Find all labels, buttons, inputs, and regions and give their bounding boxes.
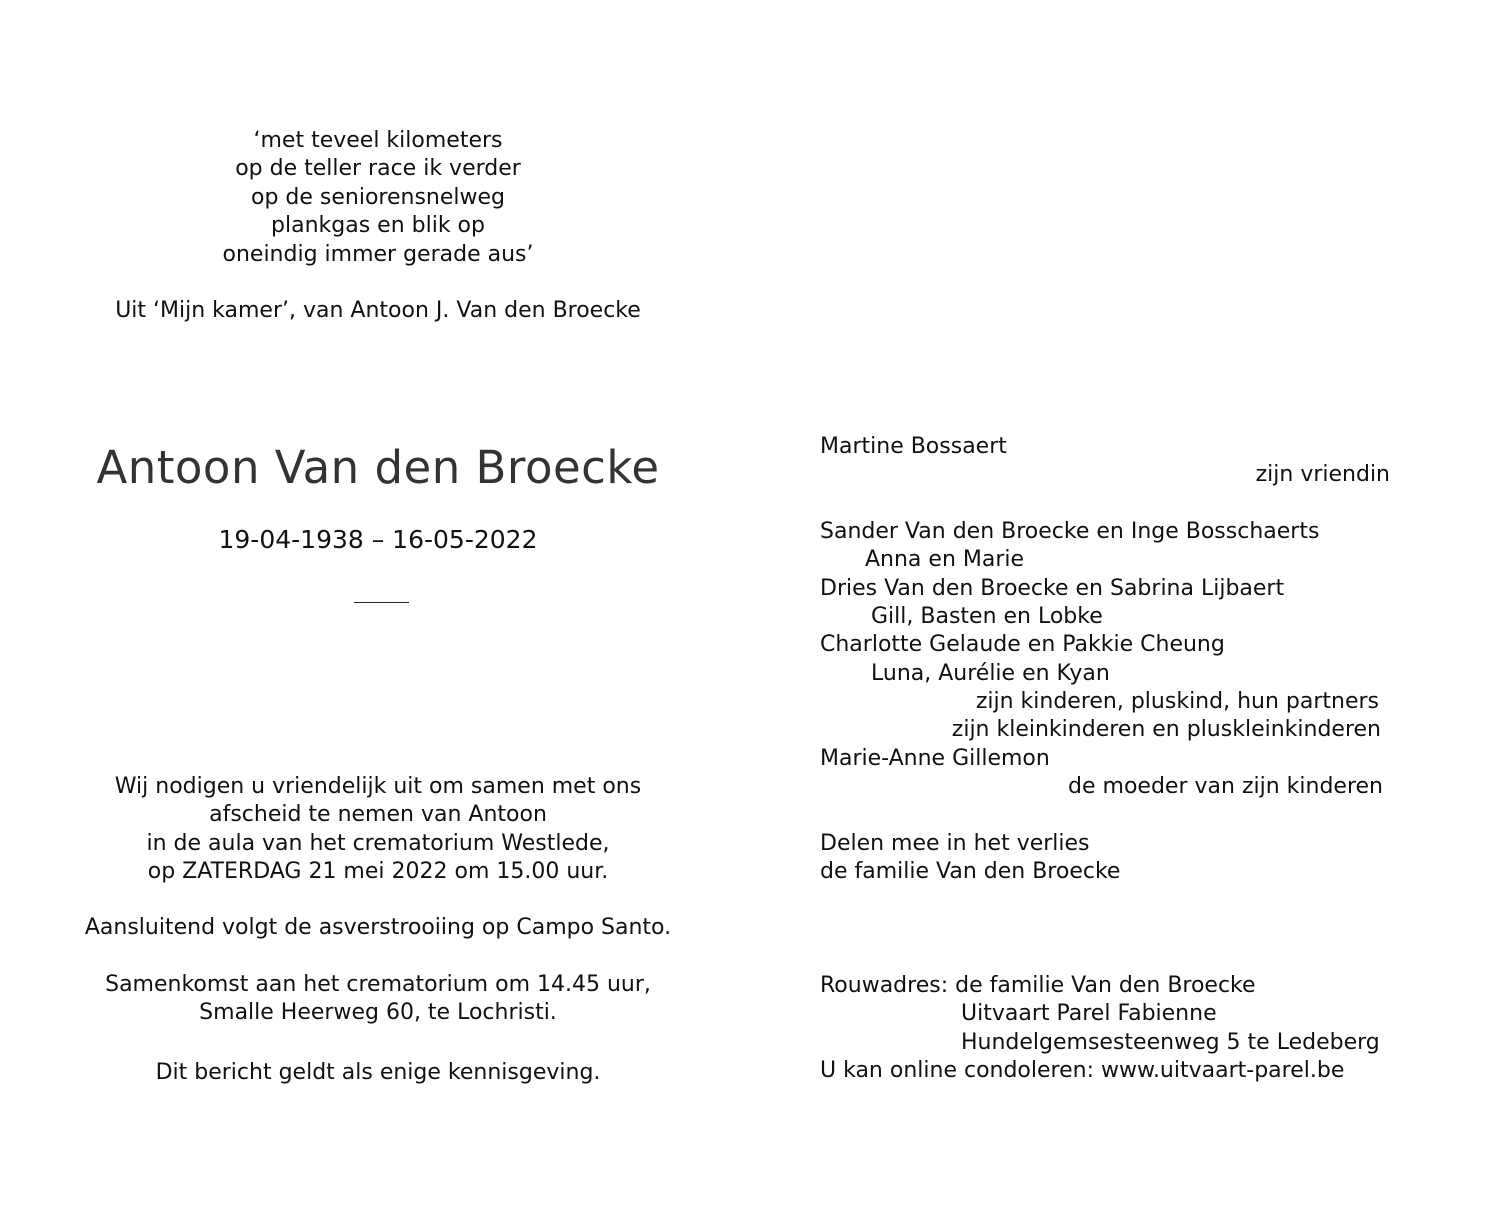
poem-line: ‘met teveel kilometers	[253, 128, 503, 153]
deceased-dates: 19-04-1938 – 16-05-2022	[218, 525, 538, 554]
invitation-line: op ZATERDAG 21 mei 2022 om 15.00 uur.	[147, 859, 609, 885]
deceased-dates-wrap	[60, 525, 696, 555]
poem-block	[60, 127, 696, 269]
notice-text: Dit bericht geldt als enige kennisgeving.	[155, 1060, 601, 1085]
invitation-line: in de aula van het crematorium Westlede,	[146, 830, 610, 856]
children-role: zijn kinderen, pluskind, hun partners	[975, 689, 1379, 714]
meeting-line: Samenkomst aan het crematorium om 14.45 uur,	[105, 972, 651, 997]
grandchildren-role: zijn kleinkinderen en pluskleinkinderen	[951, 717, 1381, 742]
mother-role: de moeder van zijn kinderen	[1068, 774, 1383, 799]
invitation-line: afscheid te nemen van Antoon	[209, 802, 547, 828]
funeral-home-street: Hundelgemsesteenweg 5 te Ledeberg	[961, 1030, 1380, 1055]
grandchildren-names: Anna en Marie	[865, 547, 1025, 572]
poem-line: oneindig immer gerade aus’	[222, 241, 534, 267]
divider-line	[354, 602, 409, 603]
meeting-block	[60, 971, 696, 1028]
scattering-text: Aansluitend volgt de asverstrooiing op Campo Santo.	[84, 915, 672, 940]
partner-role: zijn vriendin	[1255, 462, 1390, 487]
invitation-line: Wij nodigen u vriendelijk uit om samen met ons	[114, 774, 642, 799]
deceased-name: Antoon Van den Broecke	[96, 441, 660, 494]
child-couple: Sander Van den Broecke en Inge Bosschaerts	[820, 519, 1320, 544]
online-condolence: U kan online condoleren: www.uitvaart-parel.be	[820, 1058, 1345, 1083]
poem-source: Uit ‘Mijn kamer’, van Antoon J. Van den Broecke	[115, 298, 641, 323]
mother-name: Marie-Anne Gillemon	[820, 746, 1050, 771]
poem-source-wrap	[60, 297, 696, 325]
deceased-name-wrap	[60, 441, 696, 495]
notice-wrap	[60, 1059, 696, 1087]
partner-name: Martine Bossaert	[820, 434, 1007, 459]
child-couple: Dries Van den Broecke en Sabrina Lijbaert	[820, 576, 1285, 601]
meeting-line: Smalle Heerweg 60, te Lochristi.	[199, 1000, 557, 1026]
family-line: de familie Van den Broecke	[820, 859, 1121, 884]
poem-line: op de teller race ik verder	[235, 156, 521, 182]
share-line: Delen mee in het verlies	[820, 831, 1090, 856]
grandchildren-names: Gill, Basten en Lobke	[871, 604, 1103, 629]
funeral-home-name: Uitvaart Parel Fabienne	[961, 1001, 1217, 1026]
poem-line: op de seniorensnelweg	[250, 184, 505, 210]
grandchildren-names: Luna, Aurélie en Kyan	[871, 661, 1110, 686]
mourning-address-label: Rouwadres: de familie Van den Broecke	[820, 973, 1256, 998]
poem-line: plankgas en blik op	[271, 213, 485, 239]
invitation-block	[60, 773, 696, 887]
child-couple: Charlotte Gelaude en Pakkie Cheung	[820, 632, 1225, 657]
scattering-wrap	[60, 914, 696, 942]
